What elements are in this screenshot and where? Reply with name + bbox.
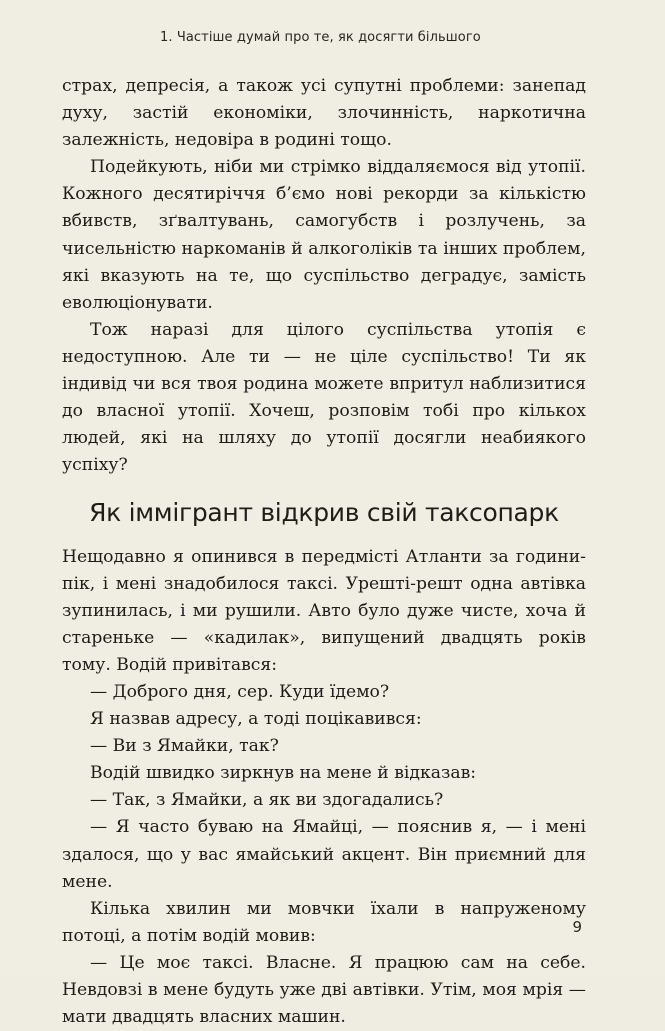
dialog-line: — Так, з Ямайки, а як ви здогадались? [90,790,444,811]
paragraph: страх, депресія, а також усі супутні проблеми: занепад духу, застій економіки, злочинність, наркотична залежність, недовіра в родині тощо. [62,76,586,151]
running-head: 1. Частіше думай про те, як досягти більшого [160,30,481,45]
body-text [62,73,586,1031]
dialog-line: — Ви з Ямайки, так? [90,736,279,757]
paragraph: Я назвав адресу, а тоді поцікавився: [90,709,422,730]
dialog-line: — Доброго дня, сер. Куди їдемо? [90,681,390,702]
paragraph: Водій швидко зиркнув на мене й відказав: [90,763,477,784]
page-number: 9 [572,918,582,936]
section-heading: Як іммігрант відкрив свій таксопарк [89,498,559,528]
paragraph: Тож наразі для цілого суспільства утопія є недоступною. Але ти — не ціле суспільство! Ти як індивід чи вся твоя родина можете впритул наблизитися до власної утопії. Хочеш, розповім тобі про кількох людей, які на шляху до утопії досягли неабиякого успіху? [62,319,586,476]
paragraph: Нещодавно я опинився в передмісті Атланти за години-пік, і мені знадобилося таксі. Урешті-решт одна автівка зупинилась, і ми рушили. Авто було дуже чисте, хоча й стареньке — «кадилак», випущений двадцять років тому. Водій привітався: [62,546,586,675]
paragraph: Подейкують, ніби ми стрімко віддаляємося від утопії. Кожного десятиріччя б’ємо нові рекорди за кількістю вбивств, зґвалтувань, самогубств і розлучень, за чисельністю наркоманів й алкоголіків та інших проблем, які вказують на те, що суспільство деградує, замість еволюціонувати. [62,157,586,313]
paragraph: Кілька хвилин ми мовчки їхали в напруженому потоці, а потім водій мовив: [62,898,586,946]
dialog-line: — Я часто буваю на Ямайці, — пояснив я, — і мені здалося, що у вас ямайський акцент. Він приємний для мене. [62,817,586,892]
dialog-line: — Це моє таксі. Власне. Я працюю сам на себе. Невдовзі в мене будуть уже дві автівки. Утім, моя мрія — мати двадцять власних машин. [62,952,586,1028]
